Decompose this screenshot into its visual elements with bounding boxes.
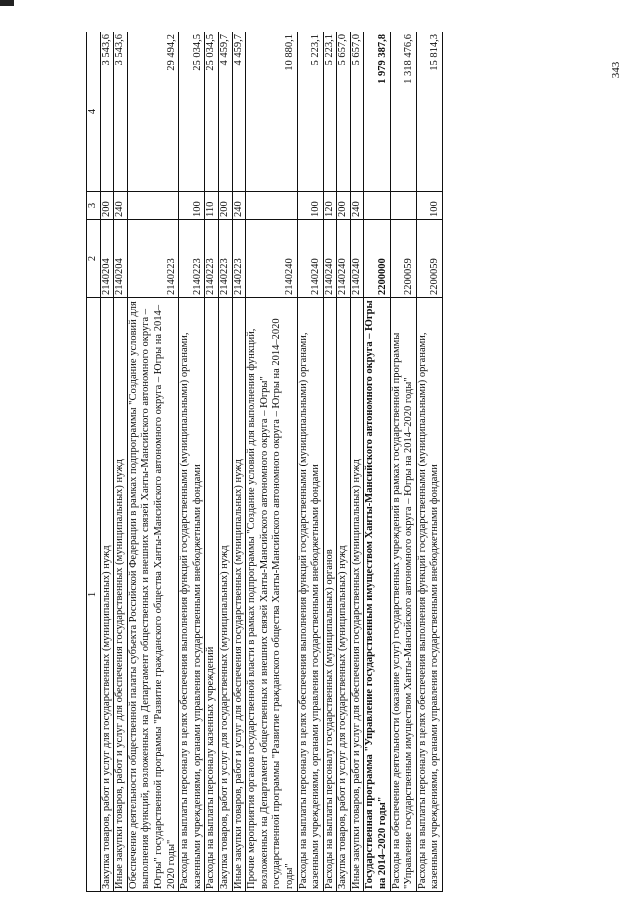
row-type-cell: 200 [218,192,232,220]
row-type-cell: 100 [416,192,442,220]
table-row [364,32,390,892]
row-amount-cell: 29 494,2 [127,32,178,192]
row-name-cell: Государственная программа "Управление государственным имуществом Ханты-Мансийского автономного округа – Югры на 2014–2020 годы" [364,298,390,892]
header-col-code: 2 [87,220,101,298]
table-row [297,32,323,892]
row-name-cell: Расходы на выплаты персоналу в целях обеспечения выполнения функций государственными (муниципальными) органами, казенными учреждениями, органами управления государственными внебюджетными фондами [297,298,323,892]
row-type-cell: 240 [114,192,128,220]
row-amount-cell: 5 223,1 [323,32,337,192]
table-row [350,32,364,892]
row-code-cell: 2140204 [100,220,114,298]
row-name-cell: Иные закупки товаров, работ и услуг для обеспечения государственных (муниципальных) нужд [232,298,246,892]
row-name-cell: Расходы на выплаты персоналу государственных (муниципальных) органов [323,298,337,892]
header-col-amount: 4 [87,32,101,192]
row-type-cell: 200 [337,192,351,220]
row-amount-cell: 1 318 476,6 [390,32,416,192]
row-name-cell: Расходы на выплаты персоналу казенных учреждений [205,298,219,892]
row-code-cell: 2140223 [179,220,205,298]
row-code-cell: 2200059 [390,220,416,298]
row-code-cell: 2140240 [246,220,297,298]
row-code-cell: 2200059 [416,220,442,298]
row-amount-cell: 3 543,6 [100,32,114,192]
row-type-cell: 100 [179,192,205,220]
rotated-table-frame [86,32,606,892]
row-code-cell: 2140240 [323,220,337,298]
page-number [608,50,624,90]
row-amount-cell: 25 034,5 [179,32,205,192]
row-amount-cell: 5 223,1 [297,32,323,192]
header-col-type: 3 [87,192,101,220]
row-type-cell [390,192,416,220]
row-name-cell: Расходы на выплаты персоналу в целях обеспечения выполнения функций государственными (муниципальными) органами, казенными учреждениями, органами управления государственными внебюджетными фондами [179,298,205,892]
budget-table [86,32,443,892]
row-type-cell: 240 [232,192,246,220]
row-amount-cell: 1 979 387,8 [364,32,390,192]
row-code-cell: 2140223 [205,220,219,298]
table-row [246,32,297,892]
row-name-cell: Закупка товаров, работ и услуг для государственных (муниципальных) нужд [100,298,114,892]
row-amount-cell: 5 657,0 [337,32,351,192]
row-type-cell: 120 [323,192,337,220]
row-name-cell: Расходы на выплаты персоналу в целях обеспечения выполнения функций государственными (муниципальными) органами, казенными учреждениями, органами управления государственными внебюджетными фондами [416,298,442,892]
row-code-cell: 2140223 [218,220,232,298]
row-type-cell [246,192,297,220]
header-row [87,32,101,892]
row-name-cell: Расходы на обеспечение деятельности (оказание услуг) государственных учреждений в рамках государственной программы "Управление государственным имуществом Ханты-Мансийского автономного округа – Югры на 2014–2020 годы" [390,298,416,892]
row-amount-cell: 4 459,7 [218,32,232,192]
page-number-text: 343 [610,61,622,79]
table-row [232,32,246,892]
row-type-cell: 200 [100,192,114,220]
row-amount-cell: 10 880,1 [246,32,297,192]
row-amount-cell: 15 814,3 [416,32,442,192]
table-row [179,32,205,892]
table-row [337,32,351,892]
row-code-cell: 2140240 [337,220,351,298]
table-row [390,32,416,892]
scan-corner-mark [0,0,14,6]
row-code-cell: 2140240 [297,220,323,298]
row-type-cell [364,192,390,220]
row-name-cell: Закупка товаров, работ и услуг для государственных (муниципальных) нужд [218,298,232,892]
row-code-cell: 2140223 [127,220,178,298]
row-code-cell: 2140240 [350,220,364,298]
row-name-cell: Прочие мероприятия органов государственной власти в рамках подпрограммы "Создание условий для выполнения функций, возложенных на Департамент общественных и внешних связей Ханты-Мансийского автономного округа – Югры" государственной программы "Развитие гражданского общества Ханты-Мансийского автономного округа – Югры на 2014–2020 годы" [246,298,297,892]
table-row [323,32,337,892]
table-row [127,32,178,892]
table-row [218,32,232,892]
row-type-cell: 240 [350,192,364,220]
row-type-cell: 100 [297,192,323,220]
row-type-cell: 110 [205,192,219,220]
table-row [416,32,442,892]
row-amount-cell: 3 543,6 [114,32,128,192]
row-name-cell: Иные закупки товаров, работ и услуг для обеспечения государственных (муниципальных) нужд [114,298,128,892]
header-col-name: 1 [87,298,101,892]
table-row [114,32,128,892]
row-name-cell: Обеспечение деятельности общественной палаты субъекта Российской Федерации в рамках подпрограммы "Создание условий для выполнения функций, возложенных на Департамент общественных и внешних связей Ханты-Мансийского автономного округа – Югры" государственной программы "Развитие гражданского общества Ханты-Мансийского автономного округа – Югры на 2014–2020 годы" [127,298,178,892]
row-amount-cell: 5 657,0 [350,32,364,192]
table-row [205,32,219,892]
row-type-cell [127,192,178,220]
row-name-cell: Закупка товаров, работ и услуг для государственных (муниципальных) нужд [337,298,351,892]
row-code-cell: 2200000 [364,220,390,298]
row-amount-cell: 25 034,5 [205,32,219,192]
row-amount-cell: 4 459,7 [232,32,246,192]
row-code-cell: 2140204 [114,220,128,298]
table-row [100,32,114,892]
row-code-cell: 2140223 [232,220,246,298]
row-name-cell: Иные закупки товаров, работ и услуг для обеспечения государственных (муниципальных) нужд [350,298,364,892]
table-body [100,32,442,892]
